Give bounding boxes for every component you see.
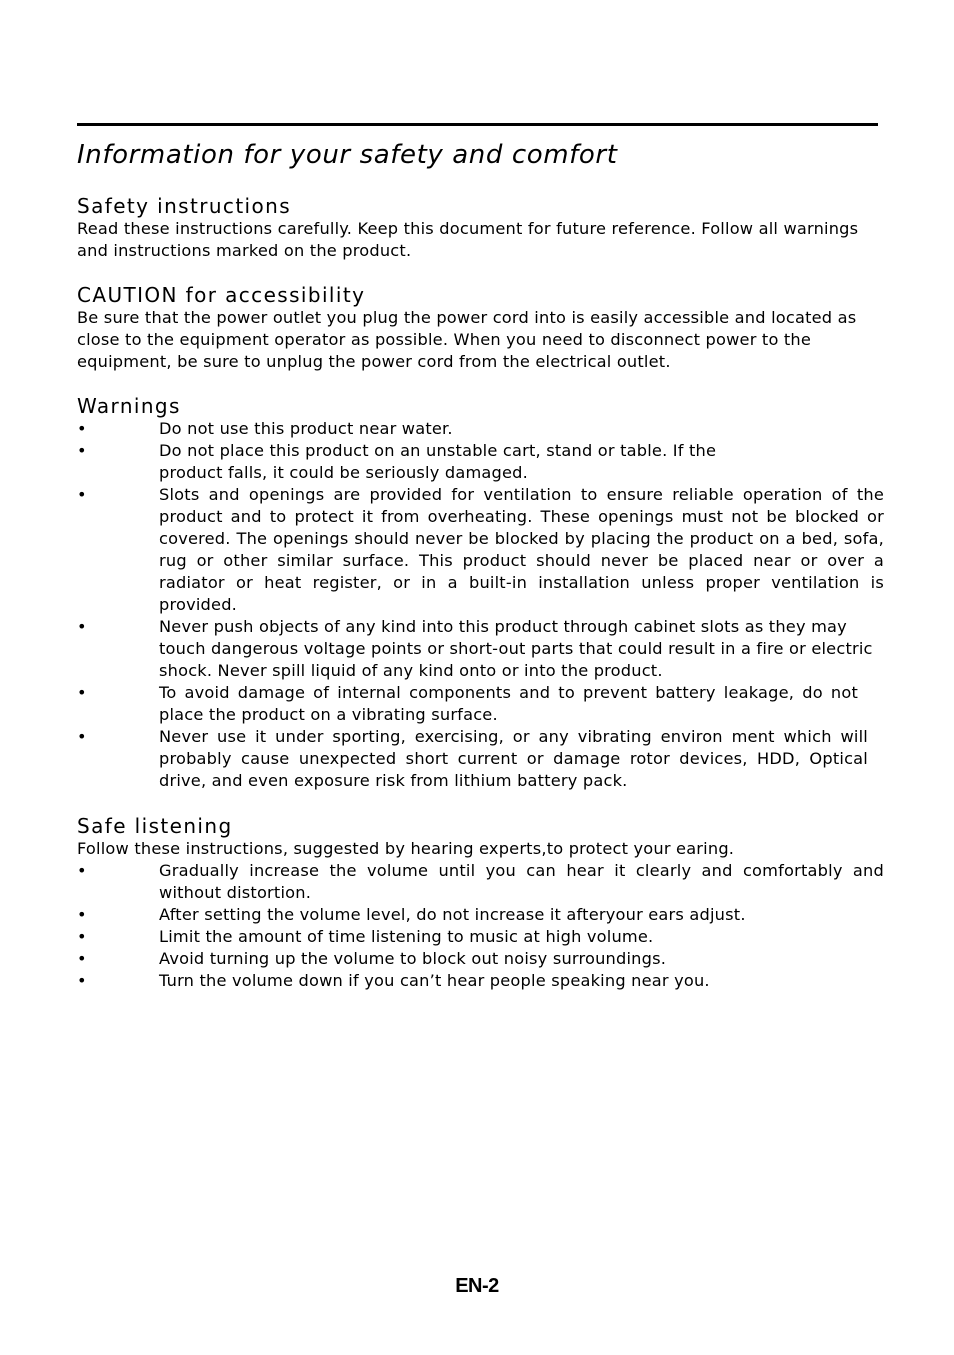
- bullet-icon: •: [77, 485, 87, 504]
- warnings-list: [77, 418, 884, 792]
- list-item: [77, 484, 884, 616]
- bullet-icon: •: [77, 905, 87, 924]
- warnings-heading: Warnings: [77, 394, 181, 418]
- safety-instructions-text: Read these instructions carefully. Keep this document for future reference. Follow all warnings and instructions marked on the product.: [77, 219, 859, 260]
- warning-text: Do not use this product near water.: [159, 419, 453, 438]
- safe-listening-section: [77, 814, 884, 992]
- listening-text: Limit the amount of time listening to music at high volume.: [159, 927, 654, 946]
- safe-listening-intro: Follow these instructions, suggested by hearing experts,to protect your earing.: [77, 839, 735, 858]
- listening-text: Turn the volume down if you can’t hear people speaking near you.: [159, 971, 710, 990]
- warning-text: Never use it under sporting, exercising, or any vibrating environ ment which will probably cause unexpected short current or damage rotor devices, HDD, Optical drive, and even exposure risk from lithium battery pack.: [159, 727, 868, 790]
- caution-heading: CAUTION for accessibility: [77, 283, 366, 307]
- list-item: [77, 948, 878, 970]
- list-item: [77, 726, 878, 792]
- warning-text: Slots and openings are provided for ventilation to ensure reliable operation of the product and to protect it from overheating. These openings must not be blocked or covered. The openings should never be blocked by placing the product on a bed, sofa, rug or other similar surface. This product should never be placed near or over a radiator or heat register, or in a built-in installation unless proper ventilation is provided.: [159, 485, 884, 614]
- bullet-icon: •: [77, 971, 87, 990]
- list-item: [77, 682, 878, 726]
- listening-text: After setting the volume level, do not increase it afteryour ears adjust.: [159, 905, 746, 924]
- caution-section: [77, 283, 878, 373]
- bullet-icon: •: [77, 617, 87, 636]
- list-item: [77, 860, 884, 904]
- bullet-icon: •: [77, 927, 87, 946]
- list-item: [77, 418, 878, 440]
- bullet-icon: •: [77, 727, 87, 746]
- list-item: [77, 616, 878, 682]
- listening-text: Avoid turning up the volume to block out noisy surroundings.: [159, 949, 667, 968]
- list-item: [77, 440, 878, 484]
- safe-listening-list: [77, 860, 884, 992]
- safety-instructions-section: [77, 194, 878, 262]
- safe-listening-heading: Safe listening: [77, 814, 233, 838]
- listening-text: Gradually increase the volume until you can hear it clearly and comfortably and without distortion.: [159, 861, 884, 902]
- document-title: Information for your safety and comfort: [77, 140, 618, 170]
- bullet-icon: •: [77, 683, 87, 702]
- document-page: [77, 123, 884, 992]
- list-item: [77, 970, 878, 992]
- warning-text: To avoid damage of internal components and to prevent battery leakage, do not place the product on a vibrating surface.: [159, 683, 858, 724]
- safety-instructions-heading: Safety instructions: [77, 194, 292, 218]
- caution-text: Be sure that the power outlet you plug the power cord into is easily accessible and located as close to the equipment operator as possible. When you need to disconnect power to the equipment, be sure to unplug the power cord from the electrical outlet.: [77, 308, 857, 371]
- list-item: [77, 926, 878, 948]
- list-item: [77, 904, 878, 926]
- warnings-section: [77, 394, 884, 792]
- warning-text: Never push objects of any kind into this product through cabinet slots as they may touch dangerous voltage points or short-out parts that could result in a fire or electric shock. Never spill liquid of any kind onto or into the product.: [159, 617, 873, 680]
- bullet-icon: •: [77, 441, 87, 460]
- bullet-icon: •: [77, 419, 87, 438]
- bullet-icon: •: [77, 861, 87, 880]
- warning-text: Do not place this product on an unstable cart, stand or table. If the product falls, it could be seriously damaged.: [159, 441, 717, 482]
- title-rule: [77, 123, 878, 126]
- page-number: EN-2: [455, 1275, 499, 1297]
- bullet-icon: •: [77, 949, 87, 968]
